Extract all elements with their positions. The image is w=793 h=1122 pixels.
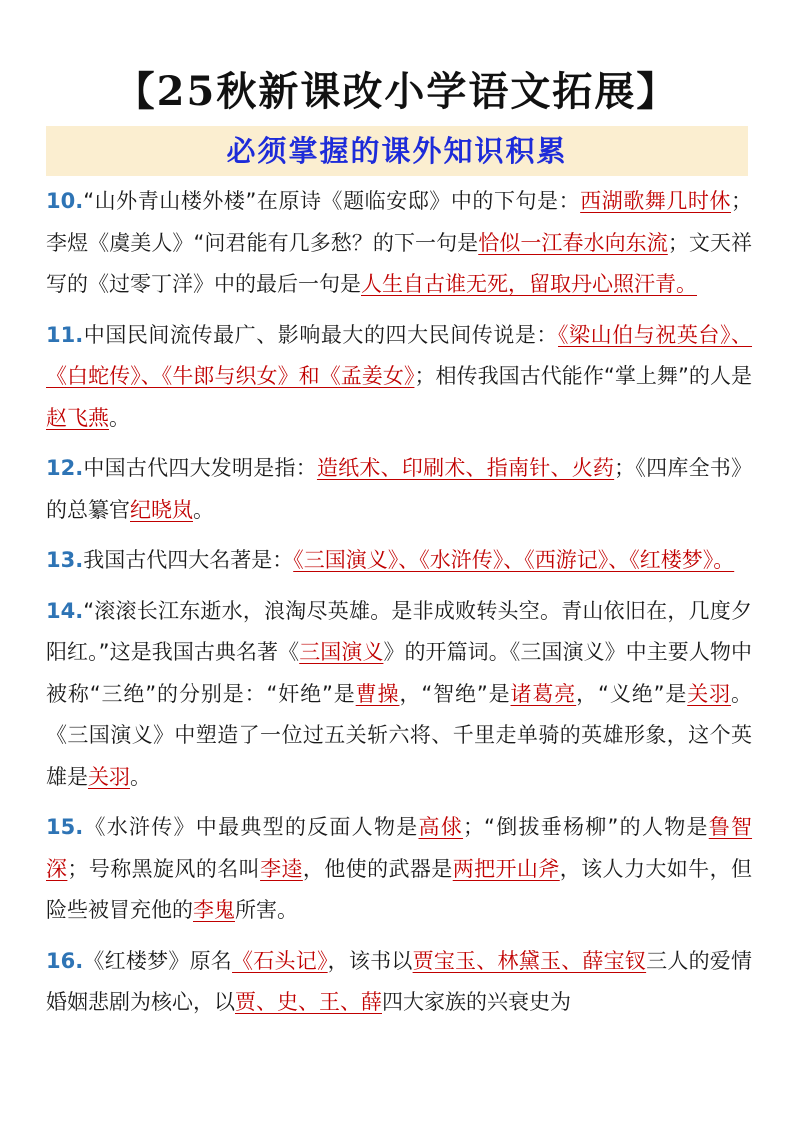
answer-text: 造纸术、印刷术、指南针、火药: [316, 456, 615, 480]
answer-text: 贾、史、王、薛: [235, 990, 382, 1014]
item-number: 12.: [46, 456, 84, 480]
answer-text: 关羽: [687, 681, 732, 706]
question-text: ；“倒拔垂杨柳”的人物是: [463, 815, 709, 839]
knowledge-item: [46, 315, 752, 440]
answer-text: 李鬼: [193, 898, 235, 922]
question-text: ；李煜《虞美人》“问君能有几多愁？的下一句是: [46, 189, 753, 255]
answer-text: 贾宝玉、林黛玉、薛宝钗: [412, 948, 647, 973]
question-text: 中国古代四大发明是指：: [83, 456, 317, 480]
knowledge-item: [46, 591, 752, 799]
answer-text: 两把开山斧: [452, 856, 560, 881]
subtitle-band: [46, 126, 748, 176]
answer-text: 诸葛亮: [510, 681, 577, 706]
item-number: 15.: [46, 815, 84, 839]
page-title: 【25秋新课改小学语文拓展】: [114, 68, 679, 115]
answer-text: 《梁山伯与祝英台》、《白蛇传》、《牛郎与织女》和《孟姜女》: [46, 322, 753, 388]
answer-text: 关羽: [88, 764, 130, 789]
question-text: 《水浒传》中最典型的反面人物是: [83, 815, 419, 839]
knowledge-item: [46, 807, 752, 932]
question-text: ；《四库全书》的总纂官: [46, 456, 753, 522]
knowledge-item: [46, 540, 752, 582]
knowledge-item: [46, 448, 752, 531]
question-text: 四大家族的兴衰史为: [382, 990, 571, 1014]
question-text: 我国古代四大名著是：: [83, 548, 294, 572]
item-number: 10.: [46, 189, 84, 213]
page-subtitle: 必须掌握的课外知识积累: [226, 134, 568, 168]
item-number: 11.: [46, 322, 84, 347]
item-number: 16.: [46, 948, 84, 973]
answer-text: 曹操: [355, 681, 400, 706]
question-text: ；号称黑旋风的名叫: [67, 856, 261, 881]
question-text: 》的开篇词。《三国演义》中主要人物中被称“三绝”的分别是：“奸绝”是: [46, 640, 752, 706]
question-text: ，“智绝”是: [399, 681, 511, 706]
answer-text: 李逵: [260, 856, 303, 881]
answer-text: 纪晓岚: [130, 497, 193, 522]
question-text: 。: [130, 764, 151, 789]
question-text: 中国民间流传最广、影响最大的四大民间传说是：: [83, 322, 558, 347]
knowledge-list: [46, 181, 752, 1024]
answer-text: 高俅: [418, 815, 464, 839]
answer-text: 《石头记》: [232, 948, 328, 973]
item-number: 13.: [46, 548, 84, 572]
answer-text: 西湖歌舞几时休: [580, 189, 732, 213]
question-text: ；文天祥写的《过零丁洋》中的最后一句是: [46, 230, 753, 296]
knowledge-item: [46, 181, 752, 306]
question-text: 三人的爱情婚姻悲剧为核心，以: [46, 948, 753, 1014]
question-text: ，他使的武器是: [302, 856, 453, 881]
knowledge-item: [46, 941, 752, 1024]
question-text: 。《三国演义》中塑造了一位过五关斩六将、千里走单骑的英雄形象，这个英雄是: [46, 681, 753, 789]
question-text: ，“义绝”是: [576, 681, 688, 706]
item-number: 14.: [46, 598, 84, 623]
answer-text: 《三国演义》、《水浒传》、《西游记》、《红楼梦》。: [293, 548, 735, 572]
question-text: ，该人力大如牛，但险些被冒充他的: [46, 856, 752, 922]
question-text: 《红楼梦》原名: [83, 948, 233, 973]
question-text: ；相传我国古代能作“掌上舞”的人是: [414, 364, 753, 388]
answer-text: 恰似一江春水向东流: [478, 230, 668, 255]
question-text: 。: [109, 405, 130, 430]
answer-text: 鲁智深: [46, 815, 753, 881]
question-text: 所害。: [235, 898, 298, 922]
question-text: “滚滚长江东逝水，浪淘尽英雄。是非成败转头空。青山依旧在，几度夕阳红。”这是我国古典名著《: [46, 598, 752, 664]
question-text: “山外青山楼外楼”在原诗《题临安邸》中的下句是：: [83, 189, 581, 213]
answer-text: 人生自古谁无死，留取丹心照汗青。: [361, 272, 697, 296]
question-text: 。: [193, 497, 214, 522]
answer-text: 赵飞燕: [46, 405, 109, 430]
question-text: ，该书以: [327, 948, 413, 973]
answer-text: 三国演义: [299, 640, 384, 664]
